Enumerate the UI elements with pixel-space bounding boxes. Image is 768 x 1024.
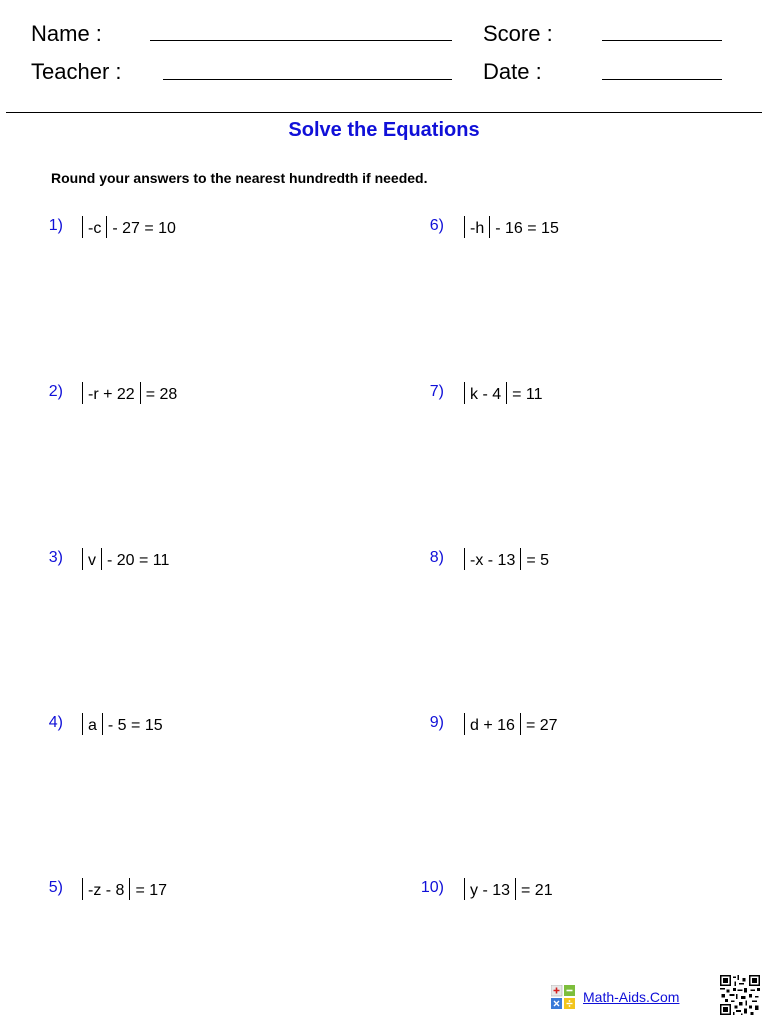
problem-expression xyxy=(459,548,549,571)
abs-bar-right xyxy=(129,878,130,900)
problem-expression xyxy=(77,713,163,736)
abs-content: -x - 13 xyxy=(470,552,516,569)
abs-content: -r + 22 xyxy=(88,386,135,403)
abs-bar-left xyxy=(464,878,465,900)
problem-expression xyxy=(459,713,558,736)
abs-bar-left xyxy=(82,713,83,735)
problem-number: 6) xyxy=(429,217,444,234)
abs-bar-left xyxy=(464,216,465,238)
problem-number: 4) xyxy=(48,714,63,731)
score-field-line[interactable] xyxy=(602,40,722,41)
abs-bar-right xyxy=(140,382,141,404)
problem-number: 9) xyxy=(429,714,444,731)
problem-number: 2) xyxy=(48,383,63,400)
abs-bar-right xyxy=(506,382,507,404)
teacher-label: Teacher : xyxy=(31,59,122,84)
equation-rest: - 27 = 10 xyxy=(112,220,176,237)
problem-expression xyxy=(459,878,553,901)
name-label: Name : xyxy=(31,21,102,46)
equation-rest: - 16 = 15 xyxy=(495,220,559,237)
abs-bar-right xyxy=(489,216,490,238)
abs-bar-left xyxy=(464,713,465,735)
equation-rest: = 21 xyxy=(521,882,553,899)
abs-bar-right xyxy=(515,878,516,900)
equation-rest: = 11 xyxy=(512,386,543,403)
problem-expression xyxy=(77,382,177,405)
abs-content: d + 16 xyxy=(470,717,515,734)
math-aids-link[interactable]: Math-Aids.Com xyxy=(583,989,680,1005)
abs-content: -c xyxy=(88,220,102,237)
abs-bar-right xyxy=(101,548,102,570)
problem-expression xyxy=(77,548,169,571)
abs-bar-left xyxy=(82,548,83,570)
equation-rest: - 5 = 15 xyxy=(107,717,163,734)
problem-number: 1) xyxy=(48,217,63,234)
problem-expression xyxy=(459,216,559,239)
qr-code-icon xyxy=(720,975,760,1015)
header-divider xyxy=(6,112,762,113)
problem-number: 5) xyxy=(48,879,63,896)
abs-bar-left xyxy=(464,548,465,570)
abs-content: y - 13 xyxy=(470,882,511,899)
problem-expression xyxy=(459,382,543,405)
equation-rest: - 20 = 11 xyxy=(107,552,170,569)
calculator-icon xyxy=(551,985,575,1009)
abs-bar-right xyxy=(520,548,521,570)
abs-content: v xyxy=(88,552,96,569)
abs-bar-right xyxy=(106,216,107,238)
problem-expression xyxy=(77,216,176,239)
problem-number: 7) xyxy=(429,383,444,400)
equation-rest: = 27 xyxy=(525,717,558,734)
equation-rest: = 5 xyxy=(526,552,550,569)
abs-content: k - 4 xyxy=(470,386,502,403)
abs-bar-left xyxy=(82,382,83,404)
problem-number: 10) xyxy=(420,879,444,896)
score-label: Score : xyxy=(483,21,553,46)
instruction-text: Round your answers to the nearest hundredth if needed. xyxy=(51,170,428,186)
equation-rest: = 17 xyxy=(135,882,168,899)
abs-bar-left xyxy=(464,382,465,404)
problem-number: 8) xyxy=(429,549,444,566)
problem-number: 3) xyxy=(48,549,63,566)
abs-bar-left xyxy=(82,878,83,900)
abs-content: -h xyxy=(470,220,485,237)
problem-expression xyxy=(77,878,167,901)
name-field-line[interactable] xyxy=(150,40,452,41)
worksheet-title: Solve the Equations xyxy=(288,119,480,141)
teacher-field-line[interactable] xyxy=(163,79,452,80)
abs-content: a xyxy=(88,717,97,734)
date-label: Date : xyxy=(483,59,542,84)
abs-bar-right xyxy=(520,713,521,735)
abs-content: -z - 8 xyxy=(88,882,125,899)
equation-rest: = 28 xyxy=(145,386,178,403)
date-field-line[interactable] xyxy=(602,79,722,80)
abs-bar-right xyxy=(102,713,103,735)
abs-bar-left xyxy=(82,216,83,238)
